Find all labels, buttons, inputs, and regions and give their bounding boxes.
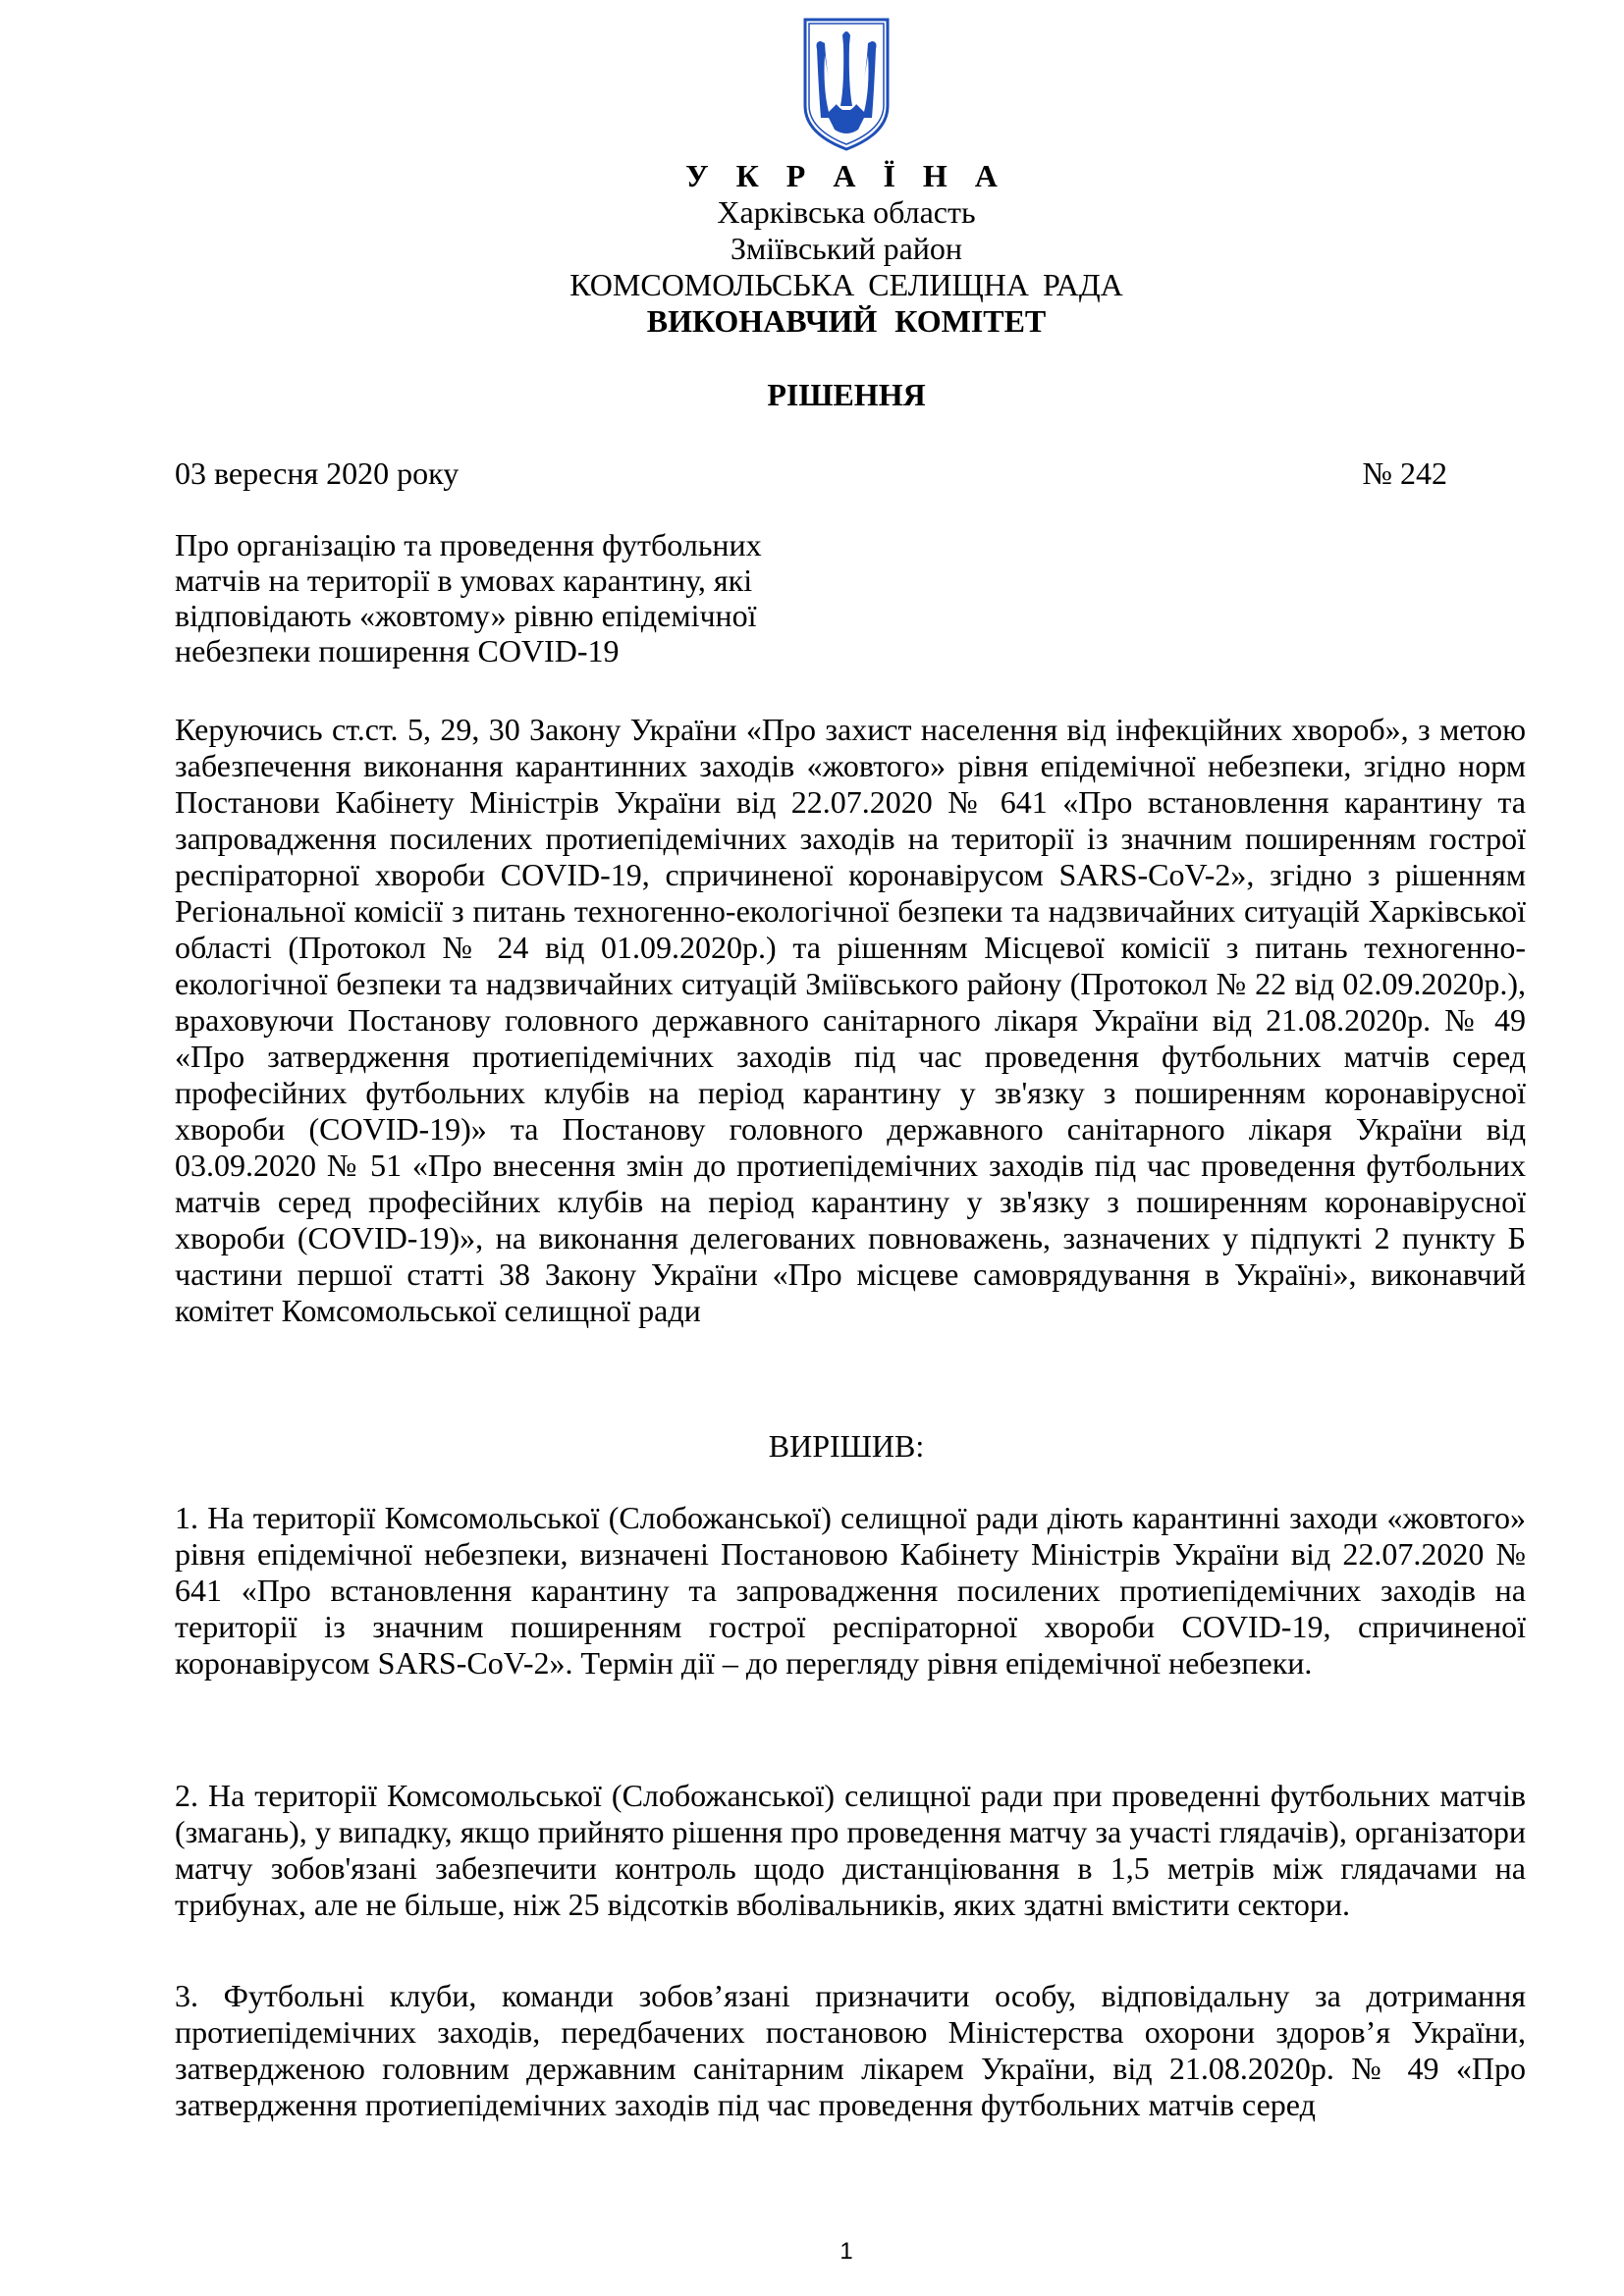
resolved-heading: ВИРІШИВ: (768, 1428, 925, 1464)
subject-line: матчів на території в умовах карантину, які (175, 562, 753, 598)
date-line (175, 454, 1447, 492)
decision-item: 1. На території Комсомольської (Слобожанської) селищної ради діють карантинні заходи «жовтого» рівня епідемічної небезпеки, визначені Постановою Кабінету Міністрів України від 22.07.2020 № 641 «Про встановлення карантину та запровадження посилених протиепідемічних заходів на території із значним поширенням гострої респіраторної хвороби COVID-19, спричиненої коронавірусом SARS-CoV-2». Термін дії – до перегляду рівня епідемічної небезпеки. (175, 1500, 1526, 1681)
document-type: РІШЕННЯ (767, 377, 926, 412)
subject-line: небезпеки поширення COVID-19 (175, 633, 620, 668)
decision-number: № 242 (1362, 455, 1447, 491)
decision-date: 03 вересня 2020 року (175, 455, 460, 491)
decision-item: 2. На території Комсомольської (Слобожанської) селищної ради при проведенні футбольних матчів (змагань), у випадку, якщо прийнято рішення про проведення матчу за участі глядачів), організатори матчу зобов'язані забезпечити контроль щодо дистанціювання в 1,5 метрів між глядачами на трибунах, але не більше, ніж 25 відсотків вболівальників, яких здатні вмістити сектори. (175, 1778, 1526, 1922)
country-name: У К Р А Ї Н А (685, 158, 1007, 193)
subject-line: Про організацію та проведення футбольних (175, 527, 762, 562)
page-number: 1 (839, 2238, 853, 2265)
preamble-paragraph: Керуючись ст.ст. 5, 29, 30 Закону України «Про захист населення від інфекційних хвороб», з метою забезпечення виконання карантинних заходів «жовтого» рівня епідемічної небезпеки, згідно норм Постанови Кабінету Міністрів України від 22.07.2020 № 641 «Про встановлення карантину та запровадження посилених протиепідемічних заходів на території із значним поширенням гострої респіраторної хвороби COVID-19, спричиненої коронавірусом SARS-CoV-2», згідно з рішенням Регіональної комісії з питань техногенно-екологічної безпеки та надзвичайних ситуацій Харківської області (Протокол № 24 від 01.09.2020р.) та рішенням Місцевої комісії з питань техногенно-екологічної безпеки та надзвичайних ситуацій Зміївського району (Протокол № 22 від 02.09.2020р.), враховуючи Постанову головного державного санітарного лікаря України від 21.08.2020р. № 49 «Про затвердження протиепідемічних заходів під час проведення футбольних матчів серед професійних футбольних клубів на період карантину у зв'язку з поширенням коронавірусної хвороби (COVID-19)» та Постанову головного державного санітарного лікаря України від 03.09.2020 № 51 «Про внесення змін до протиепідемічних заходів під час проведення футбольних матчів серед професійних клубів на період карантину у зв'язку з поширенням коронавірусної хвороби (COVID-19)», на виконання делегованих повноважень, зазначених у підпукті 2 пункту Б частини першої статті 38 Закону України «Про місцеве самоврядування в Україні», виконавчий комітет Комсомольської селищної ради (175, 712, 1526, 1328)
decision-subject (175, 527, 813, 668)
committee-name: ВИКОНАВЧИЙ КОМІТЕТ (646, 303, 1047, 339)
decision-item: 3. Футбольні клуби, команди зобов’язані призначити особу, відповідальну за дотримання протиепідемічних заходів, передбачених постановою Міністерства охорони здоров’я України, затвердженою головним державним санітарним лікарем України, від 21.08.2020р. № 49 «Про затвердження протиепідемічних заходів під час проведення футбольних матчів серед (175, 1978, 1526, 2122)
ukraine-trident-icon (799, 16, 893, 153)
subject-line: відповідають «жовтому» рівню епідемічної (175, 598, 757, 633)
council-name: КОМСОМОЛЬСЬКА СЕЛИЩНА РАДА (569, 267, 1123, 302)
region-name: Харківська область (717, 194, 976, 230)
district-name: Зміївський район (730, 231, 963, 266)
